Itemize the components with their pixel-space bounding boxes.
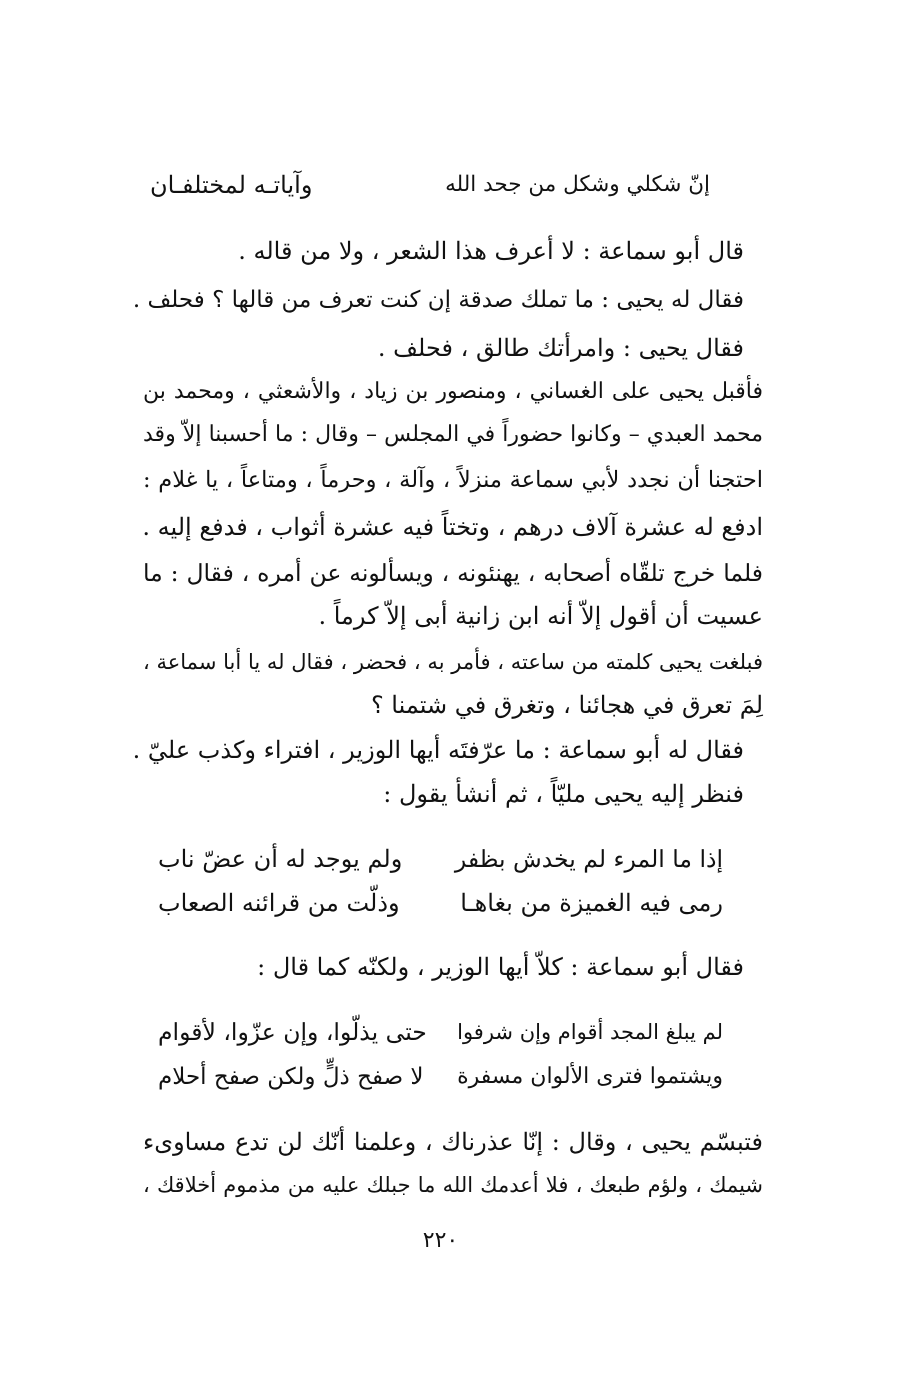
text-line: شيمك ، ولؤم طبعك ، فلا أعدمك الله ما جبلك عليه من مذموم أخلاقك ، [143, 1173, 763, 1197]
verse-second-hemistich: لا صفح ذلٍّ ولكن صفح أحلام [158, 1064, 424, 1090]
text-line: لِمَ تعرق في هجائنا ، وتغرق في شتمنا ؟ [370, 691, 763, 719]
verse-first-hemistich: رمى فيه الغميزة من بغاهـا [460, 889, 723, 917]
text-line: فنظر إليه يحيى مليّاً ، ثم أنشأ يقول : [383, 780, 744, 808]
verse-first-hemistich: لم يبلغ المجد أقوام وإن شرفوا [457, 1020, 723, 1044]
page-number: ٢٢٠ [422, 1228, 459, 1253]
text-line: محمد العبدي – وكانوا حضوراً في المجلس – وقال : ما أحسبنا إلاّ وقد [143, 422, 763, 447]
text-line: عسيت أن أقول إلاّ أنه ابن زانية أبى إلاّ كرماً . [318, 602, 763, 630]
verse-line [158, 1060, 723, 1094]
verse-second-hemistich: حتى يذلّوا، وإن عزّوا، لأقوام [158, 1018, 427, 1046]
header-verse-second: وآياتـه لمختلفـان [150, 171, 313, 199]
text-line: فقال يحيى : وامرأتك طالق ، فحلف . [377, 334, 744, 362]
text-line: قال أبو سماعة : لا أعرف هذا الشعر ، ولا من قاله . [238, 237, 744, 265]
text-line: احتجنا أن نجدد لأبي سماعة منزلاً ، وآلة ، وحرماً ، ومتاعاً ، يا غلام : [143, 467, 763, 493]
verse-first-hemistich: إذا ما المرء لم يخدش بظفر [454, 845, 723, 873]
text-line: فبلغت يحيى كلمته من ساعته ، فأمر به ، فحضر ، فقال له يا أبا سماعة ، [143, 650, 763, 674]
verse-second-hemistich: ولم يوجد له أن عضّ ناب [158, 845, 403, 873]
text-line: فقال أبو سماعة : كلاّ أيها الوزير ، ولكنّه كما قال : [257, 953, 744, 981]
text-line: ادفع له عشرة آلاف درهم ، وتختاً فيه عشرة أثواب ، فدفع إليه . [142, 513, 763, 541]
text-line: فقال له يحيى : ما تملك صدقة إن كنت تعرف من قالها ؟ فحلف . [132, 287, 744, 313]
header-verse-first: إنّ شكلي وشكل من جحد الله [445, 172, 710, 197]
text-line: فتبسّم يحيى ، وقال : إنّا عذرناك ، وعلمنا أنّك لن تدع مساوىء [143, 1128, 763, 1156]
text-line: فلما خرج تلقّاه أصحابه ، يهنئونه ، ويسألونه عن أمره ، فقال : ما [143, 559, 763, 587]
text-line: فقال له أبو سماعة : ما عرّفتَه أيها الوزير ، افتراء وكذب عليّ . [132, 736, 744, 764]
verse-line [158, 842, 723, 876]
header-verse [150, 168, 710, 202]
verse-first-hemistich: ويشتموا فترى الألوان مسفرة [457, 1064, 723, 1089]
verse-second-hemistich: وذلّت من قرائنه الصعاب [158, 889, 400, 917]
verse-line [158, 1015, 723, 1049]
text-line: فأقبل يحيى على الغساني ، ومنصور بن زياد ، والأشعثي ، ومحمد بن [143, 379, 763, 404]
verse-line [158, 886, 723, 920]
